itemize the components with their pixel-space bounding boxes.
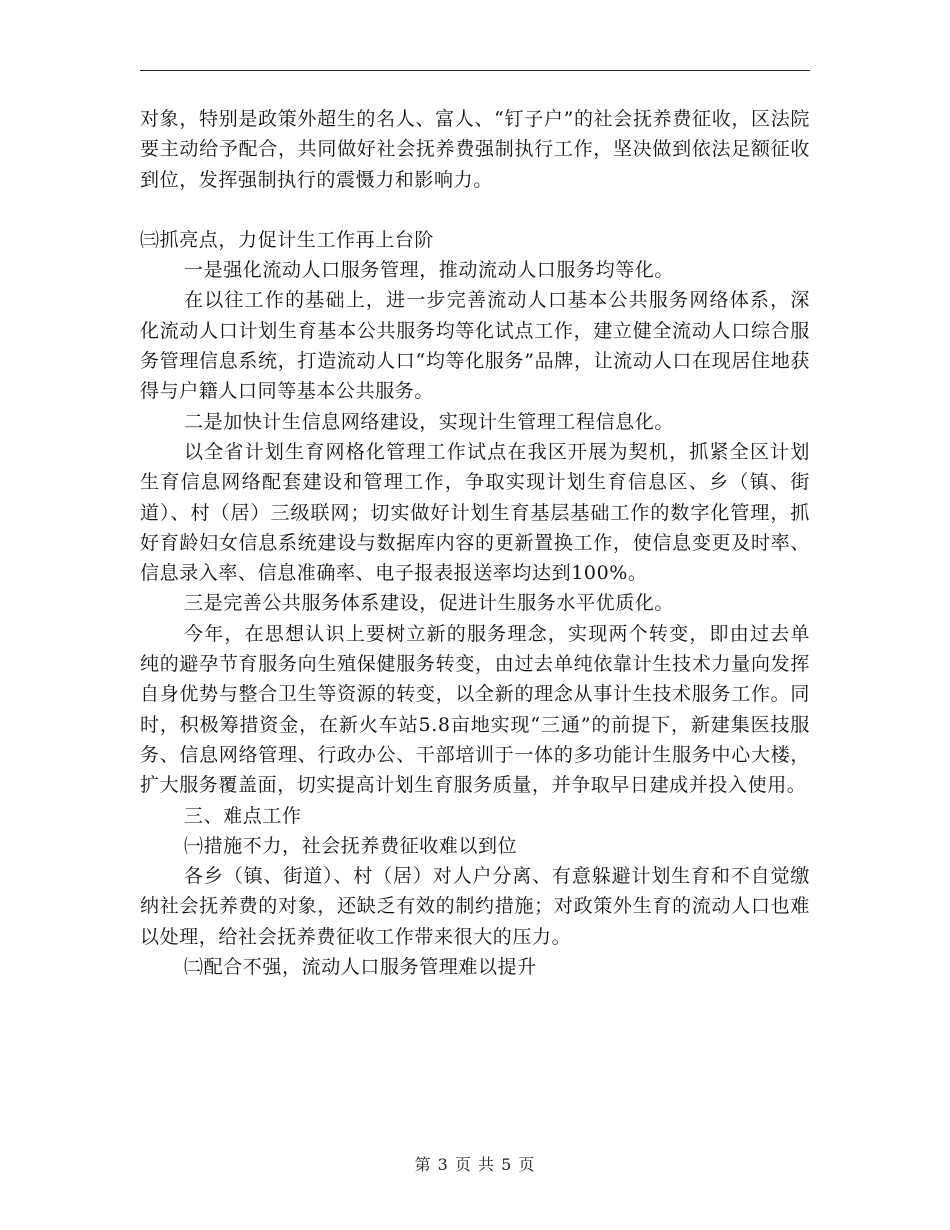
subheading-cooperation: ㈡配合不强，流动人口服务管理难以提升 — [184, 956, 537, 979]
page-footer: 第 3 页 共 5 页 — [414, 1155, 536, 1174]
subheading-fee-collection: ㈠措施不力，社会抚养费征收难以到位 — [184, 834, 518, 857]
paragraph-fee-collection: 各乡（镇、街道）、村（居）对人户分离、有意躲避计划生育和不自觉缴纳社会抚养费的对象，还缺乏有效的制约措施；对政策外生育的流动人口也难以处理，给社会抚养费征收工作带来很大的压力。 — [140, 865, 810, 948]
document-body — [140, 104, 810, 982]
paragraph-information-network: 以全省计划生育网格化管理工作试点在我区开展为契机，抓紧全区计划生育信息网络配套建设和管理工作，争取实现计划生育信息区、乡（镇、街道）、村（居）三级联网；切实做好计划生育基层基础工作的数字化管理，抓好育龄妇女信息系统建设与数据库内容的更新置换工作，使信息变更及时率、信息录入率、信息准确率、电子报表报送率均达到100%。 — [140, 440, 810, 585]
section-heading-highlights: ㈢抓亮点，力促计生工作再上台阶 — [140, 228, 435, 251]
subheading-information-network: 二是加快计生信息网络建设，实现计生管理工程信息化。 — [184, 410, 675, 433]
header-rule — [140, 70, 810, 71]
subheading-public-services: 三是完善公共服务体系建设，促进计生服务水平优质化。 — [184, 592, 675, 615]
paragraph-migrant-services: 在以往工作的基础上，进一步完善流动人口基本公共服务网络体系，深化流动人口计划生育基本公共服务均等化试点工作，建立健全流动人口综合服务管理信息系统，打造流动人口“均等化服务”品牌，让流动人口在现居住地获得与户籍人口同等基本公共服务。 — [140, 289, 810, 403]
paragraph-public-services: 今年，在思想认识上要树立新的服务理念，实现两个转变，即由过去单纯的避孕节育服务向生殖保健服务转变，由过去单纯依靠计生技术力量向发挥自身优势与整合卫生等资源的转变，以全新的理念从事计生技术服务工作。同时，积极筹措资金，在新火车站5.8亩地实现“三通”的前提下，新建集医技服务、信息网络管理、行政办公、干部培训于一体的多功能计生服务中心大楼，扩大服务覆盖面，切实提高计划生育服务质量，并争取早日建成并投入使用。 — [140, 622, 810, 797]
paragraph-continuation: 对象，特别是政策外超生的名人、富人、“钉子户”的社会抚养费征收，区法院要主动给予配合，共同做好社会抚养费强制执行工作，坚决做到依法足额征收到位，发挥强制执行的震慑力和影响力。 — [140, 108, 810, 191]
subheading-migrant-services: 一是强化流动人口服务管理，推动流动人口服务均等化。 — [184, 259, 675, 282]
section-heading-difficulties: 三、难点工作 — [184, 804, 302, 827]
